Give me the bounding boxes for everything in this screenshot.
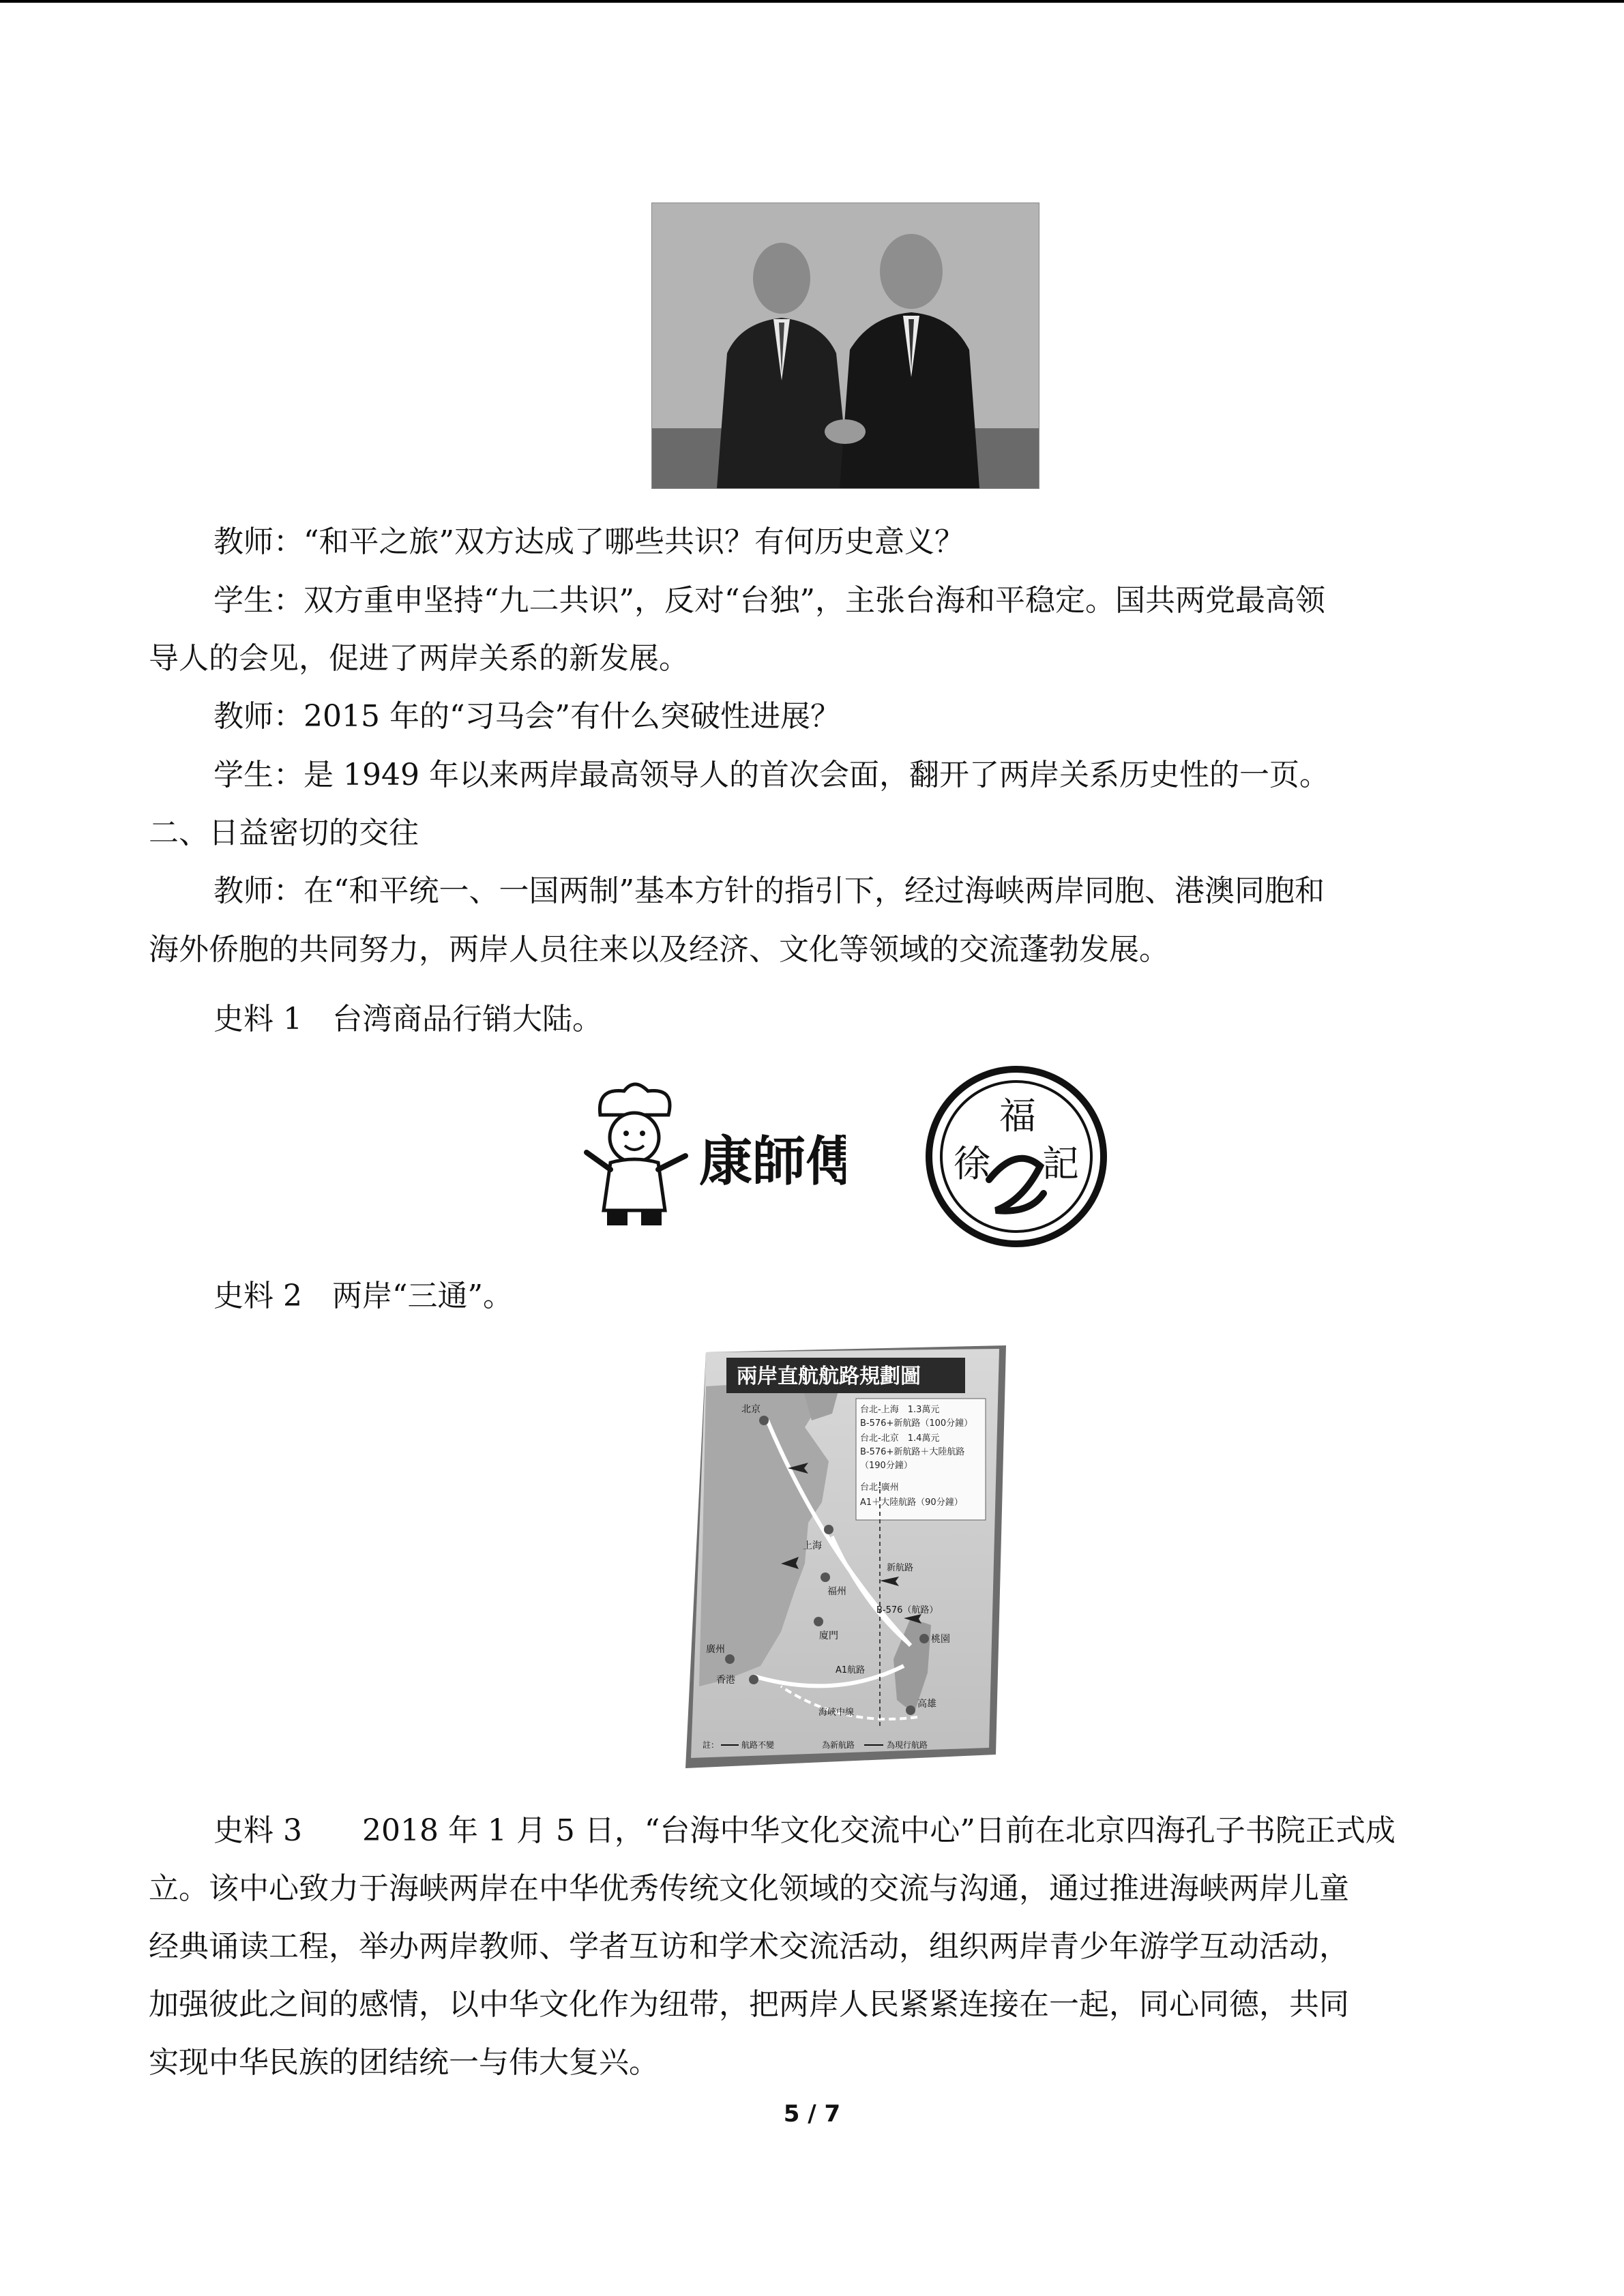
label-shanghai: 上海	[803, 1540, 822, 1551]
source-3-line-3: 经典诵读工程，举办两岸教师、学者互访和学术交流活动，组织两岸青少年游学互动活动，	[149, 1929, 1349, 1964]
paragraph-student-answer-1-cont: 导人的会见，促进了两岸关系的新发展。	[149, 641, 689, 676]
source-3-line-2: 立。该中心致力于海峡两岸在中华优秀传统文化领域的交流与沟通，通过推进海峡两岸儿童	[149, 1871, 1349, 1906]
source-1-caption: 史料 1 台湾商品行销大陆。	[213, 1002, 602, 1037]
map-title: 兩岸直航航路規劃圖	[737, 1365, 921, 1388]
source-2-caption: 史料 2 两岸“三通”。	[213, 1279, 513, 1313]
xufuji-char-left: 徐	[954, 1142, 990, 1185]
direct-flight-route-map	[685, 1345, 1006, 1768]
legend-line-2: B-576+新航路（100分鐘）	[860, 1418, 973, 1429]
xufuji-logo	[921, 1064, 1112, 1249]
paragraph-teacher-intro: 教师：在“和平统一、一国两制”基本方针的指引下，经过海峡两岸同胞、港澳同胞和	[213, 874, 1325, 908]
label-b576: B-576（航路）	[876, 1605, 939, 1615]
label-taoyuan: 桃園	[931, 1634, 950, 1645]
legend-line-1: 台北-上海 1.3萬元	[860, 1405, 940, 1415]
paragraph-teacher-intro-cont: 海外侨胞的共同努力，两岸人员往来以及经济、文化等领域的交流蓬勃发展。	[149, 932, 1169, 967]
legend-line-7: A1＋大陸航路（90分鐘）	[860, 1497, 963, 1508]
top-border	[0, 0, 1624, 3]
legend-line-6: 台北-廣州	[860, 1482, 899, 1493]
paragraph-teacher-question-1: 教师：“和平之旅”双方达成了哪些共识？有何历史意义？	[213, 524, 964, 559]
label-new-route: 新航路	[887, 1563, 914, 1573]
map-note-current: 為現行航路	[887, 1740, 928, 1750]
legend-line-3: 台北-北京 1.4萬元	[860, 1433, 940, 1444]
page-number: 5 / 7	[783, 2100, 841, 2128]
legend-line-5: （190分鐘）	[860, 1461, 913, 1471]
label-hongkong: 香港	[716, 1675, 735, 1686]
legend-line-4: B-576+新航路＋大陸航路	[860, 1447, 965, 1457]
paragraph-student-answer-2: 学生：是 1949 年以来两岸最高领导人的首次会面，翻开了两岸关系历史性的一页。	[213, 758, 1329, 792]
map-note-new: 為新航路	[822, 1740, 855, 1750]
handshake-photo	[651, 203, 1039, 489]
source-3-line-1: 史料 3 2018 年 1 月 5 日，“台海中华文化交流中心”日前在北京四海孔子书院正式成	[213, 1813, 1396, 1848]
label-xiamen: 廈門	[819, 1630, 838, 1641]
map-note-unchanged: 航路不變	[741, 1740, 775, 1750]
label-strait-midline: 海峽中線	[818, 1708, 855, 1718]
kangshifu-text: 康師傅	[699, 1131, 846, 1193]
map-note-prefix: 註：	[703, 1740, 720, 1750]
section-heading: 二、日益密切的交往	[149, 816, 419, 850]
label-beijing: 北京	[741, 1404, 761, 1415]
label-guangzhou: 廣州	[706, 1644, 725, 1655]
xufuji-char-top: 福	[999, 1094, 1036, 1137]
source-3-line-4: 加强彼此之间的感情，以中华文化作为纽带，把两岸人民紧紧连接在一起，同心同德，共同	[149, 1987, 1349, 2022]
label-fuzhou: 福州	[827, 1586, 846, 1597]
label-a1-route: A1航路	[836, 1665, 866, 1675]
kangshifu-logo	[573, 1077, 846, 1234]
paragraph-student-answer-1: 学生：双方重申坚持“九二共识”，反对“台独”，主张台海和平稳定。国共两党最高领	[213, 583, 1325, 618]
label-gaoxiong: 高雄	[917, 1699, 936, 1710]
source-3-line-5: 实现中华民族的团结统一与伟大复兴。	[149, 2045, 659, 2080]
paragraph-teacher-question-2: 教师：2015 年的“习马会”有什么突破性进展？	[213, 699, 840, 734]
xufuji-char-right: 記	[1042, 1142, 1079, 1185]
